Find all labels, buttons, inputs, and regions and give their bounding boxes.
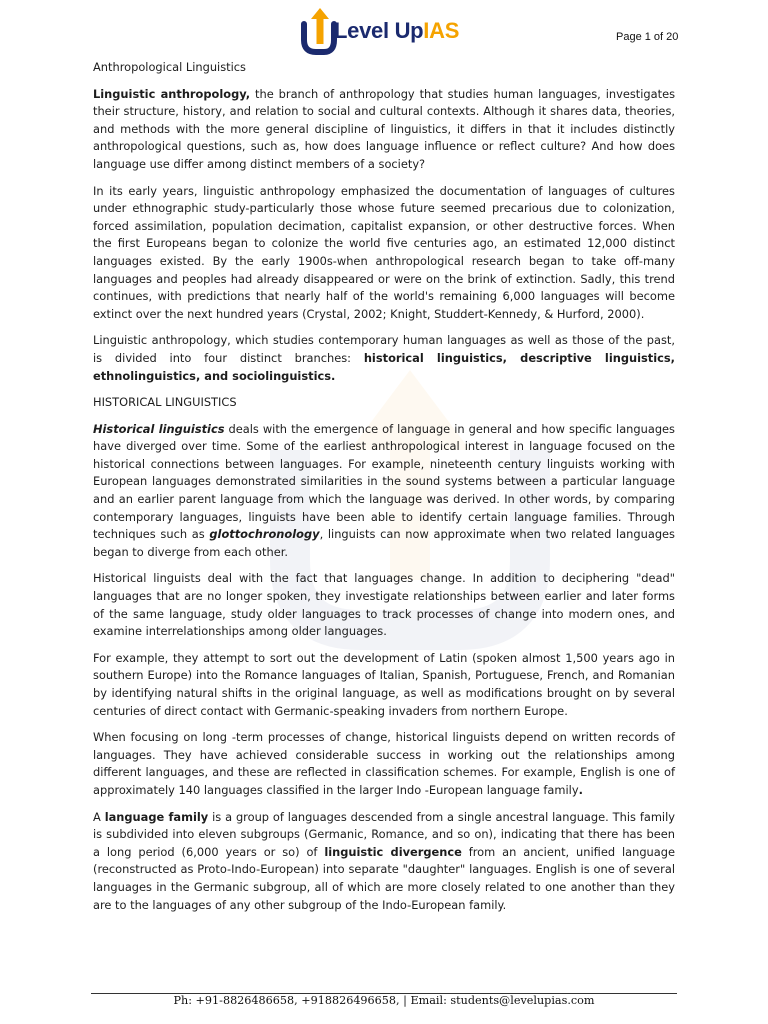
paragraph-text: When focusing on long -term processes of change, historical linguists depend on written records of languages. They have achieved considerable success in working out the relationships among different languages, and these are reflected in classification schemes. For example, English is one of approximately 140 languages classified in the larger Indo -European language family [93,730,675,797]
paragraph-3 [93,332,675,385]
brand-name-part1: Level Up [334,18,424,43]
paragraph-text: the branch of anthropology that studies human languages, investigates their structure, history, and relation to social and cultural contexts. Although it shares data, theories, and methods with the more general discipline of linguistics, it differs in that it includes distinctly anthropological questions, such as, how does language influence or reflect culture? And how does language use differ among distinct members of a society? [93,86,676,171]
bold-term: linguistic divergence [324,844,462,859]
bold-italic-term: glottochronology [209,527,320,542]
paragraph-2: In its early years, linguistic anthropology emphasized the documentation of languages of cultures under ethnographic study-particularly those whose future seemed precarious due to colonization, forced assimilation, population decimation, capitalist expansion, or other destructive forces. When the first Europeans began to colonize the world five centuries ago, an estimated 12,000 distinct languages existed. By the early 1900s-when anthropological research began to take off-many languages and peoples had already disappeared or were on the brink of extinction. Sadly, this trend continues, with predictions that nearly half of the world's remaining 6,000 languages will become extinct over the next hundred years (Crystal, 2002; Knight, Studdert-Kennedy, & Hurford, 2000). [93,183,675,321]
paragraph-text: from an ancient, unified language (reconstructed as Proto-Indo-European) into separate "daughter" languages. English is one of several languages in the Germanic subgroup, all of which are more closely related to one another than they are to the languages of any other subgroup of the Indo-European family. [93,844,675,912]
section-heading: HISTORICAL LINGUISTICS [93,395,237,410]
paragraph-text: , linguists can now approximate when two related languages began to diverge from each other. [93,527,675,559]
paragraph-1 [93,86,675,174]
paragraph-text: deals with the emergence of language in general and how specific languages have diverged over time. Some of the earliest anthropological interest in language focused on the historical connections between languages. For example, nineteenth century linguists working with European languages demonstrated similarities in the sound systems between a particular language and an earlier parent language from which the language was derived. In other words, by comparing contemporary languages, linguists have been able to identify certain language families. Through techniques such as [93,421,675,542]
paragraph-text: is a group of languages descended from a single ancestral language. This family is subdivided into eleven subgroups (Germanic, Romance, and so on), indicating that there has been a long period (6,000 years or so) of [93,809,675,859]
brand-name [334,18,459,44]
paragraph-6: For example, they attempt to sort out the development of Latin (spoken almost 1,500 years ago in southern Europe) into the Romance languages of Italian, Spanish, Portuguese, French, and Romanian by identifying natural shifts in the original language, as well as modifications brought on by several centuries of direct contact with Germanic-speaking invaders from northern Europe. [93,650,675,718]
paragraph-text: A [93,809,105,824]
bold-branches: historical linguistics, descriptive linguistics, ethnolinguistics, and sociolinguistics. [93,350,676,383]
paragraph-7 [93,729,675,799]
paragraph-5: Historical linguists deal with the fact that languages change. In addition to deciphering "dead" languages that are no longer spoken, they investigate relationships between earlier and later forms of the same language, study older languages to track processes of change into modern ones, and examine interrelationships among older languages. [93,571,675,639]
paragraph-8 [93,809,675,915]
bold-period: . [578,782,583,797]
page-number: Page 1 of 20 [616,31,679,43]
bold-term: language family [104,809,209,824]
bold-term: Linguistic anthropology, [93,86,251,101]
document-body [93,59,675,923]
brand-name-part2: IAS [423,18,460,43]
bold-italic-term: Historical linguistics [93,421,225,436]
footer-contact: Ph: +91-8826486658, +918826496658, | Email: students@levelupias.com [173,994,595,1007]
paragraph-4 [93,421,675,562]
document-title: Anthropological Linguistics [93,60,246,74]
paragraph-text: Linguistic anthropology, which studies contemporary human languages as well as those of the past, is divided into four distinct branches: [93,333,675,365]
